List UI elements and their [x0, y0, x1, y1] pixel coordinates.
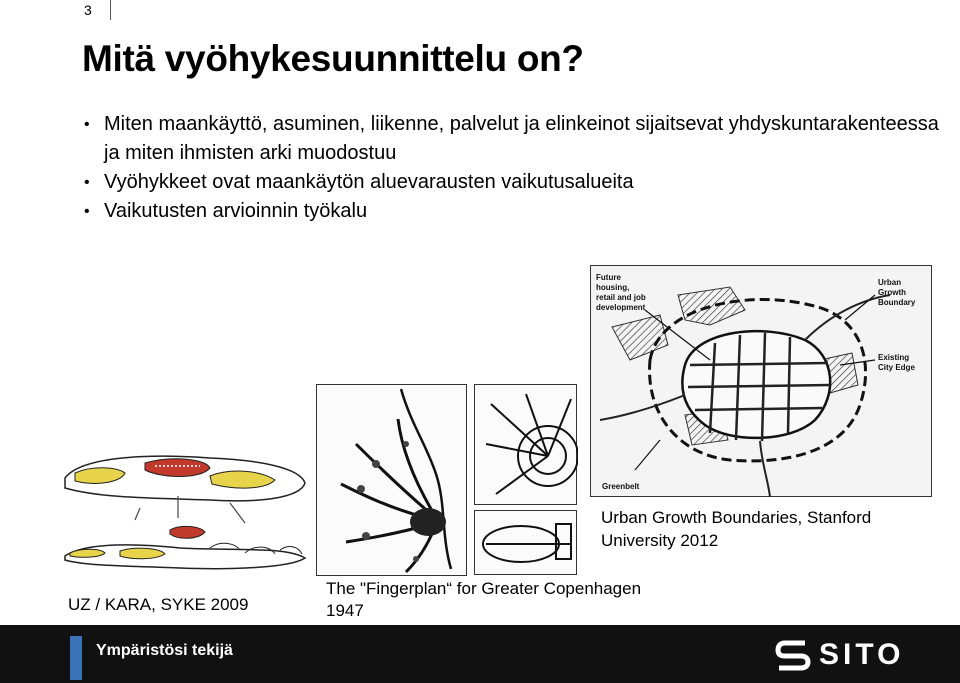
future-label-line: retail and job	[596, 293, 646, 302]
greenbelt-label: Greenbelt	[602, 482, 640, 491]
zones-figure	[60, 448, 310, 580]
bullet-dot-icon: •	[84, 116, 90, 133]
edge-label-line: Existing	[878, 353, 910, 362]
bullet-text: Miten maankäyttö, asuminen, liikenne, palvelut ja elinkeinot sijaitsevat yhdyskuntarakenteessa ja miten ihmisten arki muodostuu	[104, 113, 939, 164]
slide-title: Mitä vyöhykesuunnittelu on?	[82, 38, 584, 79]
bullet-item	[82, 168, 942, 197]
edge-label-line: City Edge	[878, 363, 915, 372]
slide-number-divider	[110, 0, 111, 20]
growth-boundary-caption-line: Urban Growth Boundaries, Stanford	[601, 508, 872, 527]
urban-growth-boundary-map	[590, 265, 932, 497]
fingerplan-caption-line: 1947	[326, 601, 364, 620]
bullet-text: Vaikutusten arvioinnin työkalu	[104, 200, 368, 222]
slide-number: 3	[84, 2, 92, 18]
bullet-item	[82, 110, 942, 168]
bullet-item	[82, 197, 942, 226]
zones-caption: UZ / KARA, SYKE 2009	[68, 595, 249, 614]
sito-logo-text: SITO	[819, 638, 905, 671]
sito-logo	[775, 635, 904, 675]
boundary-label-line: Boundary	[878, 298, 916, 307]
bullet-list	[82, 110, 942, 226]
boundary-label-line: Urban	[878, 278, 902, 287]
future-label-line: Future	[596, 273, 621, 282]
bullet-dot-icon: •	[84, 174, 90, 191]
zones-diagram	[60, 448, 310, 580]
bullet-dot-icon: •	[84, 203, 90, 220]
bullet-text: Vyöhykkeet ovat maankäytön aluevarausten vaikutusalueita	[104, 171, 634, 193]
boundary-label-line: Growth	[878, 288, 906, 297]
sito-logo-icon	[775, 637, 811, 673]
fingerplan-caption-line: The "Fingerplan“ for Greater Copenhagen	[326, 579, 642, 598]
footer-accent-bar	[70, 636, 82, 680]
future-label-line: development	[596, 303, 646, 312]
future-label-line: housing,	[596, 283, 630, 292]
fingerplan-map	[316, 384, 578, 576]
footer-slogan: Ympäristösi tekijä	[96, 642, 233, 659]
urban-growth-boundary-figure	[590, 265, 932, 497]
growth-boundary-caption-line: University 2012	[601, 531, 719, 550]
fingerplan-figure	[316, 384, 578, 576]
